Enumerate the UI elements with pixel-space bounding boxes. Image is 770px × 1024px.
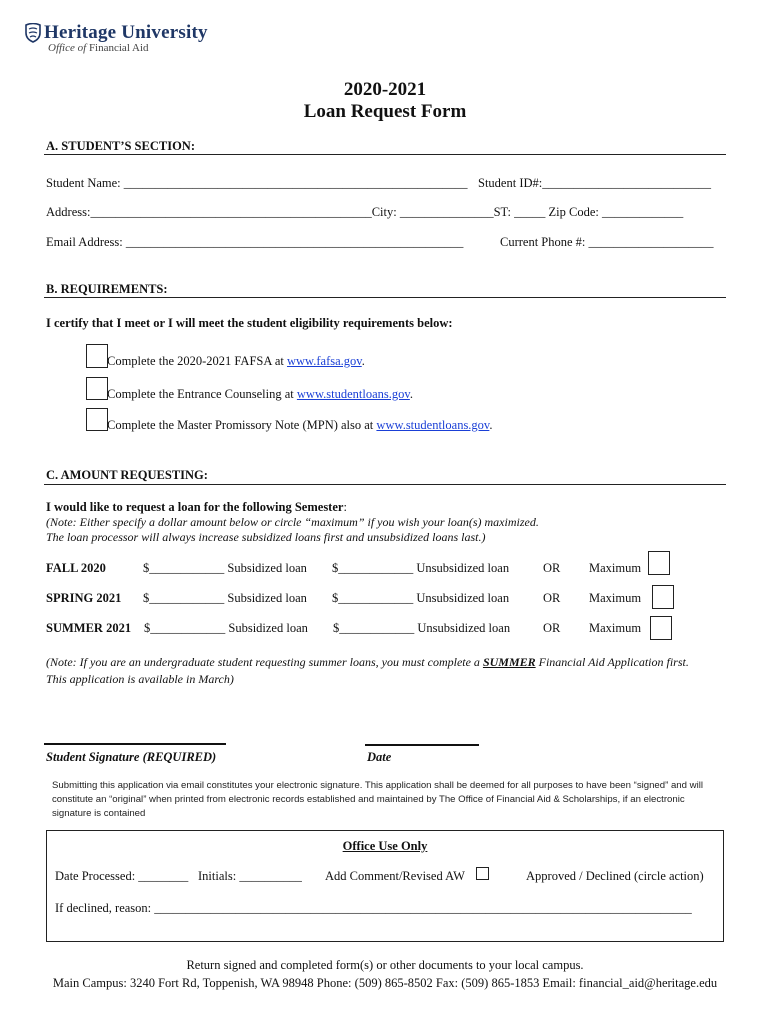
term-fall: FALL 2020 [46,561,106,575]
summer-subsidized-field[interactable]: $____________ Subsidized loan [144,621,308,635]
address-field[interactable]: Address:_____________________________________________City: _______________ST: _____ Zip Code: _____________ [46,205,684,219]
fall-subsidized-field[interactable]: $____________ Subsidized loan [143,561,307,575]
certify-statement: I certify that I meet or I will meet the student eligibility requirements below: [46,316,453,330]
fall-unsubsidized-field[interactable]: $____________ Unsubsidized loan [332,561,510,575]
term-spring: SPRING 2021 [46,591,122,605]
maximum-label: Maximum [589,561,642,575]
loan-intro: I would like to request a loan for the following Semester: [46,500,347,514]
maximum-label: Maximum [589,591,642,605]
section-b-rule [44,297,726,298]
heritage-shield-icon [24,23,42,43]
section-c-rule [44,484,726,485]
maximum-label: Maximum [589,621,642,635]
section-b-heading: B. REQUIREMENTS: [46,282,168,296]
logo-subtitle: Office of Financial Aid [48,42,149,54]
fafsa-checkbox[interactable] [86,344,108,368]
mpn-checkbox[interactable] [86,408,108,431]
summer-note: (Note: If you are an undergraduate student requesting summer loans, you must complete a SUMMER Financial Aid Application first. [46,655,689,669]
initials-field[interactable]: Initials: __________ [198,869,302,883]
summer-note-availability: This application is available in March) [46,672,234,686]
add-comment-checkbox[interactable] [476,867,489,880]
spring-subsidized-field[interactable]: $____________ Subsidized loan [143,591,307,605]
loan-note-2: The loan processor will always increase subsidized loans first and unsubsidized loans last.) [46,530,486,544]
requirement-item: Complete the 2020-2021 FAFSA at www.fafsa.gov. [107,354,365,368]
date-processed-field[interactable]: Date Processed: ________ [55,869,189,883]
student-id-field[interactable]: Student ID#:___________________________ [478,176,711,190]
section-a-heading: A. STUDENT’S SECTION: [46,139,195,153]
loan-note-1: (Note: Either specify a dollar amount below or circle “maximum” if you wish your loan(s) maximized. [46,515,539,529]
entrance-counseling-checkbox[interactable] [86,377,108,400]
logo-name: Heritage University [44,22,208,43]
campus-contact: Main Campus: 3240 Fort Rd, Toppenish, WA 98948 Phone: (509) 865-8502 Fax: (509) 865-1853 Email: financial_aid@heritage.edu [52,976,718,990]
fafsa-link[interactable]: www.fafsa.gov [286,354,362,368]
studentloans-link[interactable]: www.studentloans.gov [376,418,490,432]
student-signature-label: Student Signature (REQUIRED) [46,750,217,764]
spring-maximum-checkbox[interactable] [652,585,674,609]
university-logo [24,22,208,54]
requirement-item: Complete the Entrance Counseling at www.studentloans.gov. [107,387,413,401]
esignature-disclaimer: signature is contained [52,808,146,819]
approved-declined-label: Approved / Declined (circle action) [526,869,704,883]
add-comment-label: Add Comment/Revised AW [325,869,465,883]
phone-field[interactable]: Current Phone #: ____________________ [500,235,714,249]
section-a-rule [44,154,726,155]
student-name-field[interactable]: Student Name: _______________________________________________________ [46,176,468,190]
email-field[interactable]: Email Address: ______________________________________________________ [46,235,464,249]
summer-maximum-checkbox[interactable] [650,616,672,640]
spring-unsubsidized-field[interactable]: $____________ Unsubsidized loan [332,591,510,605]
student-signature-line[interactable] [44,743,226,745]
date-label: Date [367,750,392,764]
term-summer: SUMMER 2021 [46,621,132,635]
form-title: Loan Request Form [303,101,467,122]
declined-reason-field[interactable]: If declined, reason: ______________________________________________________________________________________ [55,901,692,915]
date-line[interactable] [365,744,479,746]
requirement-item: Complete the Master Promissory Note (MPN) also at www.studentloans.gov. [107,418,493,432]
or-label: OR [543,561,561,575]
return-instructions: Return signed and completed form(s) or other documents to your local campus. [186,958,584,972]
form-year: 2020-2021 [343,79,427,100]
section-c-heading: C. AMOUNT REQUESTING: [46,468,208,482]
fall-maximum-checkbox[interactable] [648,551,670,575]
office-use-heading: Office Use Only [342,839,428,853]
summer-unsubsidized-field[interactable]: $____________ Unsubsidized loan [333,621,511,635]
studentloans-link[interactable]: www.studentloans.gov [296,387,410,401]
esignature-disclaimer: Submitting this application via email constitutes your electronic signature. This application shall be deemed for all purposes to have been “signed” and will [52,780,703,791]
or-label: OR [543,591,561,605]
esignature-disclaimer: constitute an “original” when printed from electronic records established and maintained by The Office of Financial Aid & Scholarships, if an electronic [52,794,685,805]
or-label: OR [543,621,561,635]
